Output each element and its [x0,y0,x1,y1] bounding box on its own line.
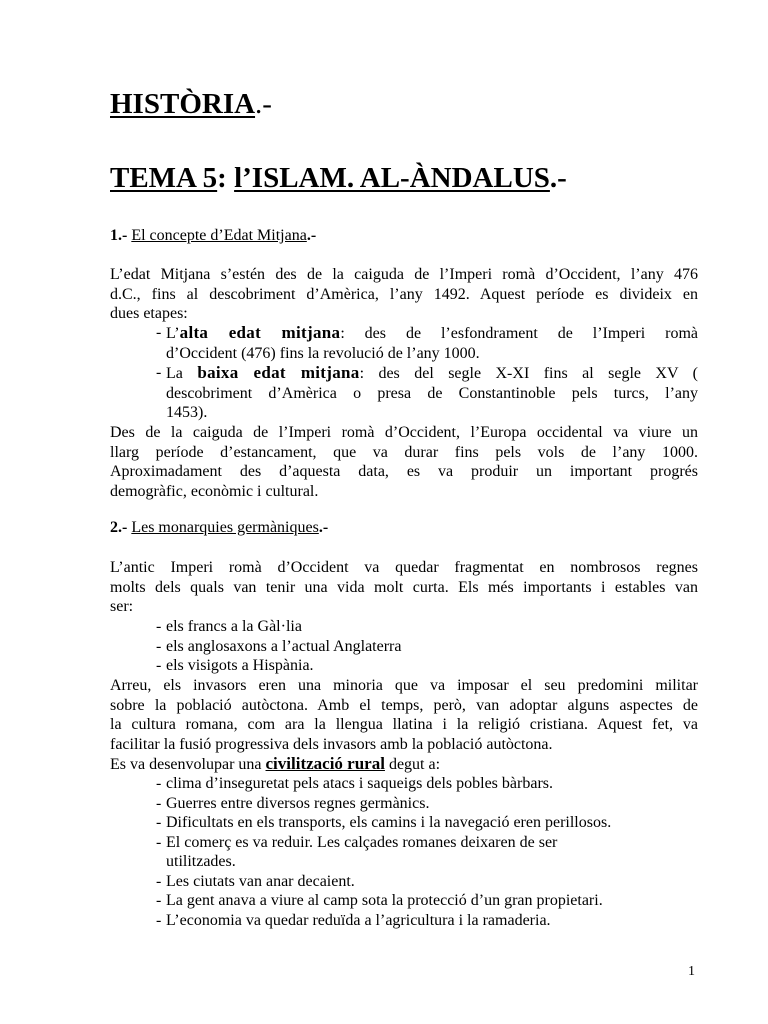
term-baixa-edat-mitjana: baixa edat mitjana [197,363,360,382]
list-item [110,891,698,911]
text-line: Aproximadament des d’aquesta data, es va produir un important progrés [110,463,698,480]
text-line: Arreu, els invasors eren una minoria que va imposar el seu predomini militar [110,677,698,694]
dash-bullet: - [156,637,162,655]
list-item-text: Les ciutats van anar decaient. [166,872,355,890]
list-item [110,813,698,833]
page-number: 1 [688,964,695,979]
list-item-rest: : des del segle X-XI fins al segle XV ( [359,365,699,382]
list-item [110,656,698,676]
section-1-outro [110,423,698,501]
dash-bullet: - [156,814,162,831]
list-item [110,323,698,363]
section-2-title: Les monarquies germàniques [131,519,319,536]
dash-bullet: - [156,872,162,890]
text-line: L’antic Imperi romà d’Occident va quedar fragmentat en nombrosos regnes [110,559,698,576]
text-line [110,754,698,775]
topic-title: l’ISLAM. AL-ÀNDALUS [234,162,550,194]
section-2-paragraph [110,676,698,775]
text-line: Des de la caiguda de l’Imperi romà d’Occident, l’Europa occidental va viure un [110,424,698,441]
section-2-heading [110,518,328,538]
dash-bullet: - [156,618,162,635]
dash-bullet: - [156,324,162,341]
document-title [110,86,272,122]
list-item [110,774,698,794]
text-line: facilitar la fusió progressiva dels invasors amb la població autòctona. [110,735,553,753]
text-line: molts dels quals van tenir una vida molt curta. Els més importants i estables van [110,578,698,596]
section-1-number: 1.- [110,227,132,244]
dash-bullet: - [156,892,162,909]
list-item [110,617,698,637]
section-1-intro [110,265,698,324]
term-civilitzacio-rural: civilització rural [265,754,385,773]
dash-bullet: - [156,775,162,792]
section-1-tail: .- [306,227,317,244]
section-1-list [110,323,698,423]
list-item-text: Guerres entre diversos regnes germànics. [166,794,430,812]
dash-bullet: - [156,794,162,812]
list-item [110,911,698,931]
list-item-text: El comerç es va reduir. Les calçades romanes deixaren de ser [166,833,558,851]
list-item-text: L’economia va quedar reduïda a l’agricultura i la ramaderia. [166,911,551,929]
title-tail: .- [255,88,272,120]
section-2-number: 2.- [110,519,132,536]
dash-bullet: - [156,364,162,381]
list-item [110,833,698,872]
text-line: llarg període d’estancament, que va durar fins pels vols de l’any 1000. [110,443,698,461]
list-item-text: els visigots a Hispània. [166,657,314,674]
list-item [110,872,698,892]
text-line: L’edat Mitjana s’estén des de la caiguda de l’Imperi romà d’Occident, l’any 476 [110,266,698,283]
term-alta-edat-mitjana: alta edat mitjana [179,323,341,342]
topic-colon: : [217,162,235,194]
list-item-text: els anglosaxons a l’actual Anglaterra [166,637,402,655]
list-item-prefix: La [166,365,198,382]
text-line: d.C., fins al descobriment d’Amèrica, l’any 1492. Aquest període es divideix en [110,285,698,303]
list-item [110,637,698,657]
topic-tail: .- [549,162,567,194]
list-item [110,363,698,423]
title-text: HISTÒRIA [110,88,256,120]
section-2-tail: .- [318,519,329,536]
dash-bullet: - [156,833,162,851]
peoples-list [110,617,698,676]
list-item-text: La gent anava a viure al camp sota la protecció d’un gran propietari. [166,892,603,909]
section-1-heading [110,226,316,246]
list-item-line [166,363,698,384]
list-item-prefix: L’ [166,325,180,342]
list-item-line: 1453). [166,404,208,421]
text-line: demogràfic, econòmic i cultural. [110,482,319,500]
list-item-text: Dificultats en els transports, els camins i la navegació eren perillosos. [166,814,612,831]
section-2-intro [110,558,698,617]
list-item-text: els francs a la Gàl·lia [166,618,302,635]
text-line: la cultura romana, com ara la llengua llatina i la religió cristiana. Aquest fet, va [110,716,698,733]
list-item-line: d’Occident (476) fins la revolució de l’any 1000. [166,344,480,362]
text-line: dues etapes: [110,305,188,322]
list-item-text: clima d’inseguretat pels atacs i saqueigs dels pobles bàrbars. [166,775,553,792]
section-1-title: El concepte d’Edat Mitjana [131,227,307,244]
causes-list [110,774,698,930]
list-item-rest: : des de l’esfondrament de l’Imperi romà [340,325,699,342]
list-item-line [166,323,698,344]
topic-heading [110,160,567,196]
list-item [110,794,698,814]
topic-label: TEMA 5 [110,162,218,194]
rural-prefix: Es va desenvolupar una [110,756,266,773]
text-line: sobre la població autòctona. Amb el temps, però, van adoptar alguns aspectes de [110,696,698,714]
rural-suffix: degut a: [384,756,441,773]
text-line: ser: [110,598,134,615]
dash-bullet: - [156,911,162,929]
list-item-text: utilitzades. [166,853,236,870]
list-item-line: descobriment d’Amèrica o presa de Constantinoble pels turcs, l’any [166,384,698,402]
dash-bullet: - [156,657,162,674]
